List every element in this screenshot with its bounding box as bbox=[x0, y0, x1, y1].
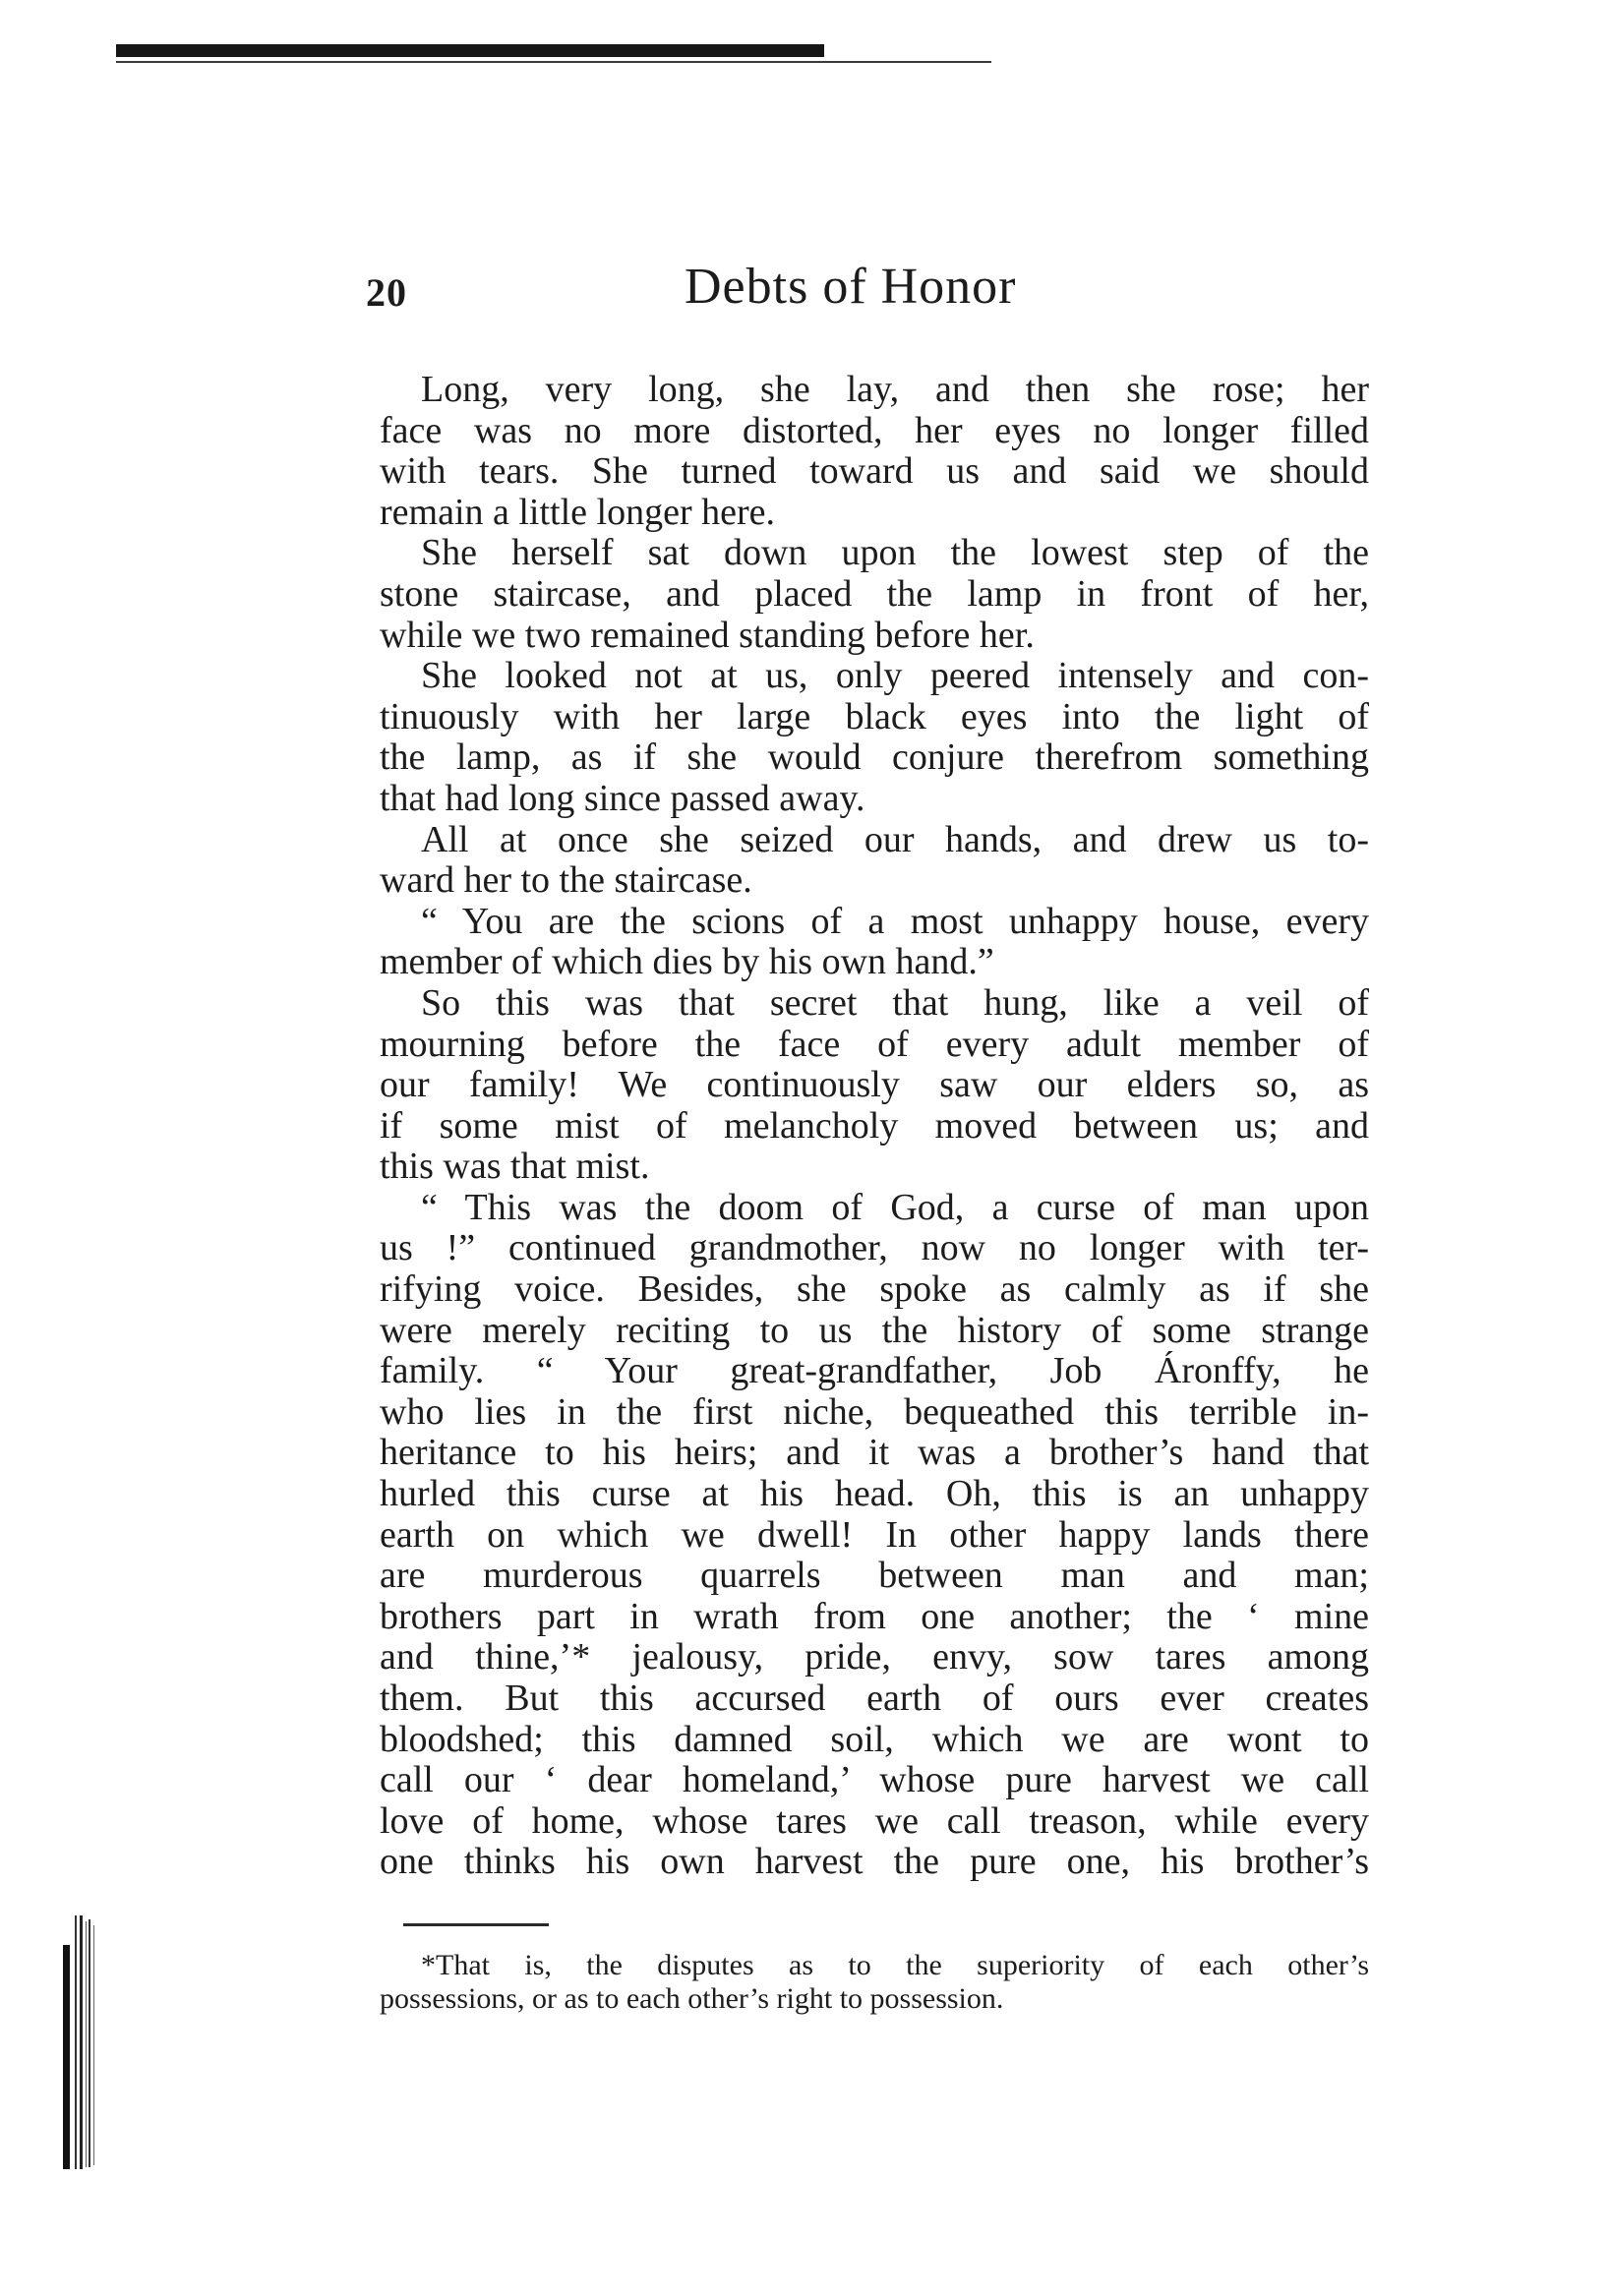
text-line: face was no more distorted, her eyes no longer filled bbox=[380, 410, 1369, 451]
footnote-line: possessions, or as to each other’s right to possession. bbox=[380, 1982, 1004, 2015]
text-line: brothers part in wrath from one another; the ‘ mine bbox=[380, 1596, 1369, 1637]
text-line: member of which dies by his own hand.” bbox=[380, 942, 994, 983]
top-rule-thin bbox=[116, 61, 991, 63]
footnote bbox=[380, 1949, 1369, 2016]
text-line: heritance to his heirs; and it was a brother’s hand that bbox=[380, 1433, 1369, 1474]
text-line: our family! We continuously saw our elders so, as bbox=[380, 1065, 1369, 1106]
text-line: bloodshed; this damned soil, which we are wont to bbox=[380, 1719, 1369, 1760]
text-line: earth on which we dwell! In other happy lands there bbox=[380, 1514, 1369, 1556]
footnote-line: *That is, the disputes as to the superiority of each other’s bbox=[421, 1949, 1369, 1981]
text-line: stone staircase, and placed the lamp in front of her, bbox=[380, 573, 1369, 615]
binding-edge-mark bbox=[61, 1915, 120, 2171]
text-line: remain a little longer here. bbox=[380, 492, 775, 533]
text-line: ward her to the staircase. bbox=[380, 860, 752, 902]
text-line: them. But this accursed earth of ours ever creates bbox=[380, 1678, 1369, 1719]
text-line: love of home, whose tares we call treason, while every bbox=[380, 1800, 1369, 1842]
text-line: hurled this curse at his head. Oh, this is an unhappy bbox=[380, 1474, 1369, 1515]
text-line: one thinks his own harvest the pure one, his brother’s bbox=[380, 1842, 1369, 1883]
text-line: All at once she seized our hands, and drew us to- bbox=[421, 819, 1369, 860]
text-line: She herself sat down upon the lowest step of the bbox=[421, 533, 1369, 574]
text-line: She looked not at us, only peered intensely and con- bbox=[421, 656, 1369, 697]
text-line: So this was that secret that hung, like a veil of bbox=[421, 982, 1369, 1024]
text-line: call our ‘ dear homeland,’ whose pure harvest we call bbox=[380, 1760, 1369, 1801]
text-line: were merely reciting to us the history of some strange bbox=[380, 1310, 1369, 1351]
text-line: and thine,’* jealousy, pride, envy, sow tares among bbox=[380, 1637, 1369, 1678]
text-line: who lies in the first niche, bequeathed this terrible in- bbox=[380, 1391, 1369, 1433]
running-head bbox=[366, 258, 1369, 326]
text-line: Long, very long, she lay, and then she rose; her bbox=[421, 370, 1369, 410]
text-line: if some mist of melancholy moved between us; and bbox=[380, 1105, 1369, 1147]
text-line: family. “ Your great-grandfather, Job Áronffy, he bbox=[380, 1351, 1369, 1392]
book-title: Debts of Honor bbox=[685, 259, 1017, 315]
text-line: that had long since passed away. bbox=[380, 778, 865, 819]
text-line: are murderous quarrels between man and man; bbox=[380, 1556, 1369, 1597]
text-line: rifying voice. Besides, she spoke as calmly as if she bbox=[380, 1269, 1369, 1311]
top-rule-thick bbox=[116, 44, 824, 57]
text-line: us !” continued grandmother, now no longer with ter- bbox=[380, 1228, 1369, 1269]
footnote-rule bbox=[403, 1923, 549, 1926]
body-text bbox=[380, 370, 1369, 1883]
text-line: “ You are the scions of a most unhappy house, every bbox=[421, 901, 1369, 942]
text-line: “ This was the doom of God, a curse of man upon bbox=[421, 1187, 1369, 1228]
text-line: this was that mist. bbox=[380, 1147, 650, 1188]
text-line: the lamp, as if she would conjure therefrom something bbox=[380, 737, 1369, 779]
text-line: mourning before the face of every adult member of bbox=[380, 1024, 1369, 1065]
text-line: tinuously with her large black eyes into the light of bbox=[380, 696, 1369, 737]
text-line: with tears. She turned toward us and said we should bbox=[380, 451, 1369, 493]
text-line: while we two remained standing before her. bbox=[380, 615, 1035, 656]
page-number: 20 bbox=[366, 270, 407, 315]
